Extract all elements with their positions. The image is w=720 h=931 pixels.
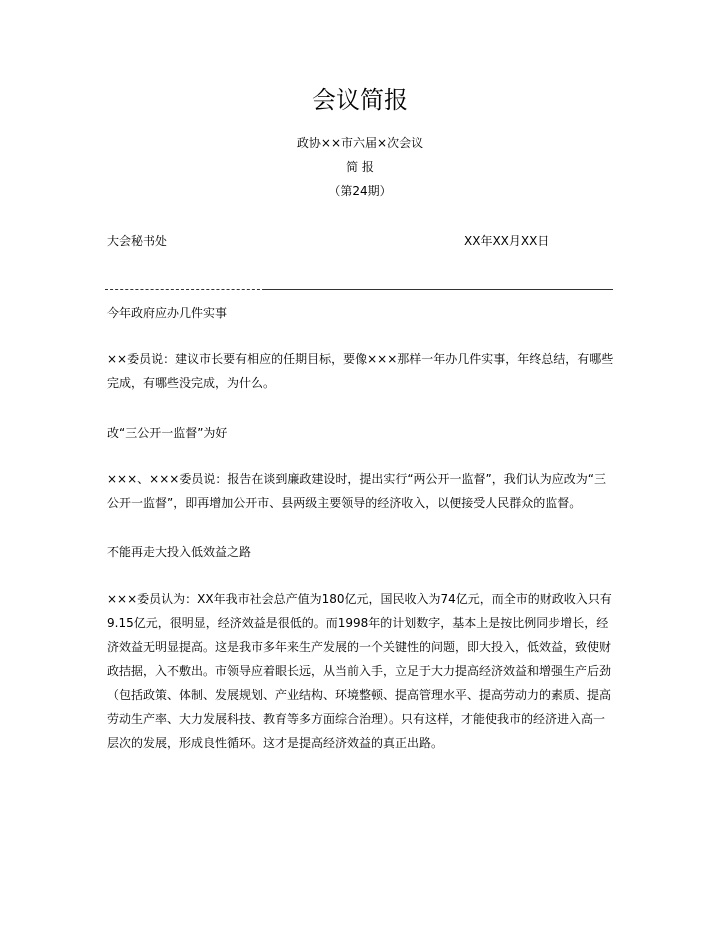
section-heading: 不能再走大投入低效益之路 xyxy=(107,545,252,559)
section-body: ×××、×××委员说：报告在谈到廉政建设时，提出实行“两公开一监督”，我们认为应改为“三公开一监督”，即再增加公开市、县两级主要领导的经济收入，以便接受人民群众的监督。 xyxy=(107,472,606,510)
document-title: 会议简报 xyxy=(312,86,408,114)
bulletin-label: 简 报 xyxy=(346,160,374,174)
section-heading: 今年政府应办几件实事 xyxy=(107,306,228,320)
issuer: 大会秘书处 xyxy=(107,234,168,248)
conference-name: 政协××市六届×次会议 xyxy=(296,136,424,150)
section-heading: 改“三公开一监督”为好 xyxy=(107,426,228,440)
issue-date: XX年XX月XX日 xyxy=(464,234,550,248)
issue-number: （第24期） xyxy=(328,184,392,198)
divider-dashed-segment xyxy=(105,289,265,290)
divider-solid-segment xyxy=(265,289,613,290)
section-body: ×××委员认为：XX年我市社会总产值为180亿元，国民收入为74亿元，而全市的财政收入只有9.15亿元，很明显，经济效益是很低的。而1998年的计划数字，基本上是按比例同步增长，经济效益无明显提高。这是我市多年来生产发展的一个关键性的问题，即大投入，低效益，致使财政拮据，入不敷出。市领导应着眼长远，从当前入手，立足于大力提高经济效益和增强生产后劲（包括政策、体制、发展规划、产业结构、环境整顿、提高管理水平、提高劳动力的素质、提高劳动生产率、大力发展科技、教育等多方面综合治理）。只有这样，才能使我市的经济进入高一层次的发展，形成良性循环。这才是提高经济效益的真正出路。 xyxy=(107,592,612,750)
section-body: ××委员说：建议市长要有相应的任期目标，要像×××那样一年办几件实事，年终总结，有哪些完成，有哪些没完成，为什么。 xyxy=(107,352,614,390)
